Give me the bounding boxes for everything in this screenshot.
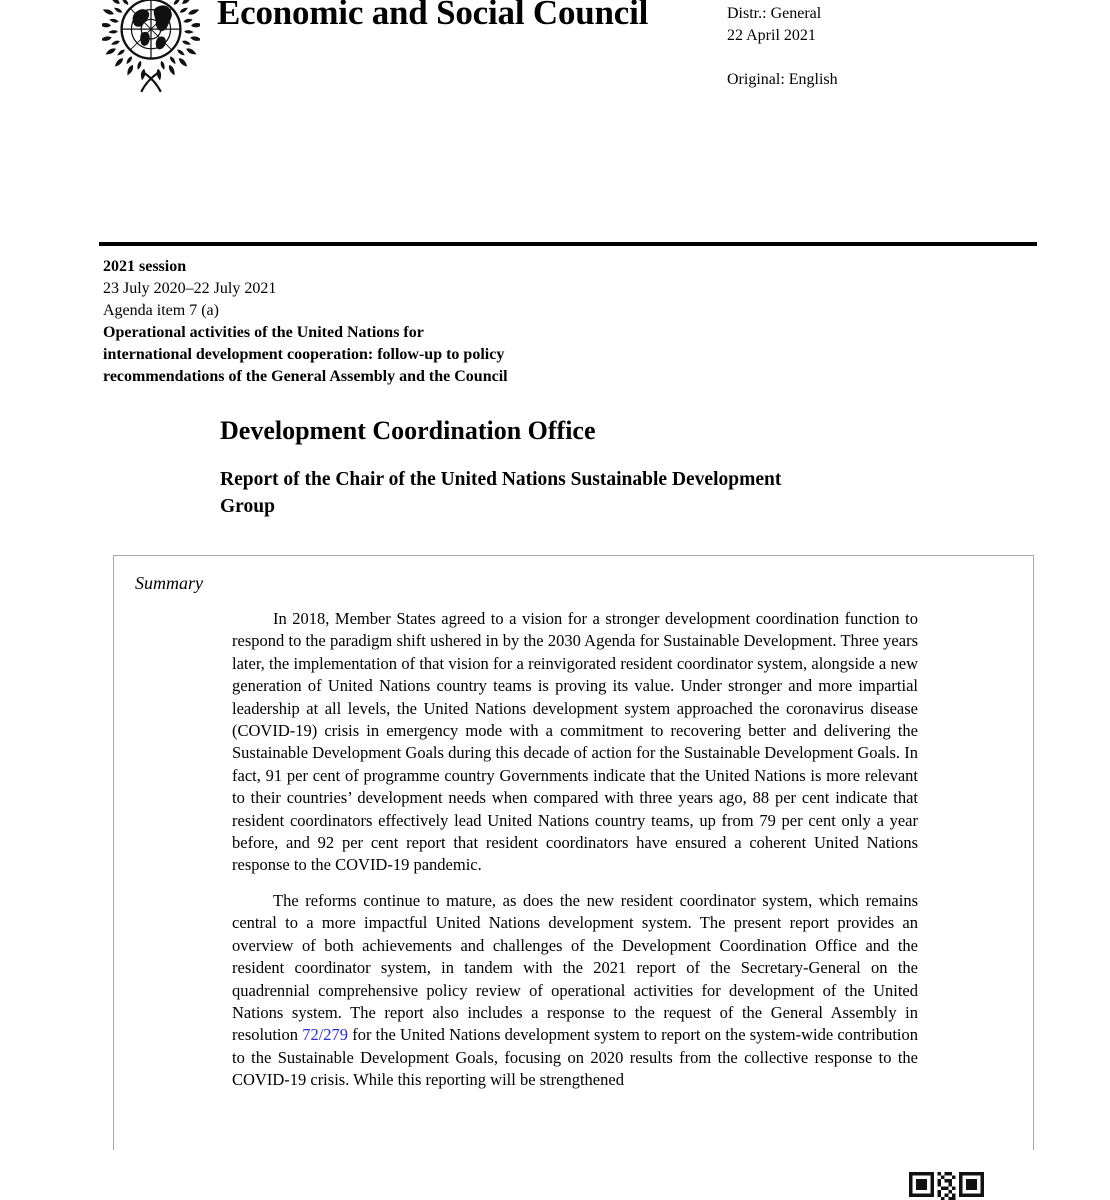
agenda-item: Agenda item 7 (a) xyxy=(103,302,219,319)
paragraph-text: for the United Nations development system to report on the system-wide contribution to the Sustainable Development Goals, focusing on 2020 results from the collective response to the COVID-19 crisis. While this reporting will be strengthened xyxy=(232,1025,918,1090)
summary-paragraph-2 xyxy=(232,890,918,1092)
summary-paragraph-1: In 2018, Member States agreed to a vision for a stronger development coordination function to respond to the paradigm shift ushered in by the 2030 Agenda for Sustainable Development. Three years later, the implementation of that vision for a reinvigorated resident coordinator system, alongside a new generation of United Nations country teams is proving its value. Under stronger and more impartial leadership at all levels, the United Nations development system approached the coronavirus disease (COVID-19) crisis in emergency mode with a commitment to recovering better and delivering the Sustainable Development Goals during this decade of action for the Sustainable Development Goals. In fact, 91 per cent of programme country Governments indicate that the United Nations is more relevant to their countries’ development needs when compared with three years ago, 88 per cent indicate that resident coordinators effectively lead United Nations country teams, up from 79 per cent only a year before, and 92 per cent report that resident coordinators have ensured a coherent United Nations response to the COVID-19 pandemic. xyxy=(232,609,918,875)
agenda-topic-line: international development cooperation: follow-up to policy xyxy=(103,346,505,363)
un-emblem-icon xyxy=(102,0,200,96)
header-rule xyxy=(99,242,1037,246)
session-block xyxy=(103,256,508,388)
agenda-topic-line: recommendations of the General Assembly and the Council xyxy=(103,368,508,385)
organization-title: Economic and Social Council xyxy=(217,0,649,32)
office-heading: Development Coordination Office xyxy=(220,416,596,445)
session-title: 2021 session xyxy=(103,258,187,275)
summary-label: Summary xyxy=(135,573,203,593)
session-dates: 23 July 2020–22 July 2021 xyxy=(103,280,277,297)
qr-code-icon xyxy=(909,1172,984,1200)
resolution-link[interactable]: 72/279 xyxy=(302,1025,349,1045)
distribution-label: Distr.: General xyxy=(727,5,822,22)
original-language: Original: English xyxy=(727,71,838,88)
summary-box xyxy=(113,555,1034,1150)
report-title: Report of the Chair of the United Nations Sustainable Development Group xyxy=(220,469,782,517)
agenda-topic-line: Operational activities of the United Nations for xyxy=(103,324,424,341)
paragraph-text: The reforms continue to mature, as does the new resident coordinator system, which remains central to a more impactful United Nations development system. The present report provides an overview of both achievements and challenges of the Development Coordination Office and the resident coordinator system, in tandem with the 2021 report of the Secretary-General on the quadrennial comprehensive policy review of operational activities for development of the United Nations system. The report also includes a response to the request of the General Assembly in resolution xyxy=(232,890,918,1045)
document-date: 22 April 2021 xyxy=(727,27,816,44)
